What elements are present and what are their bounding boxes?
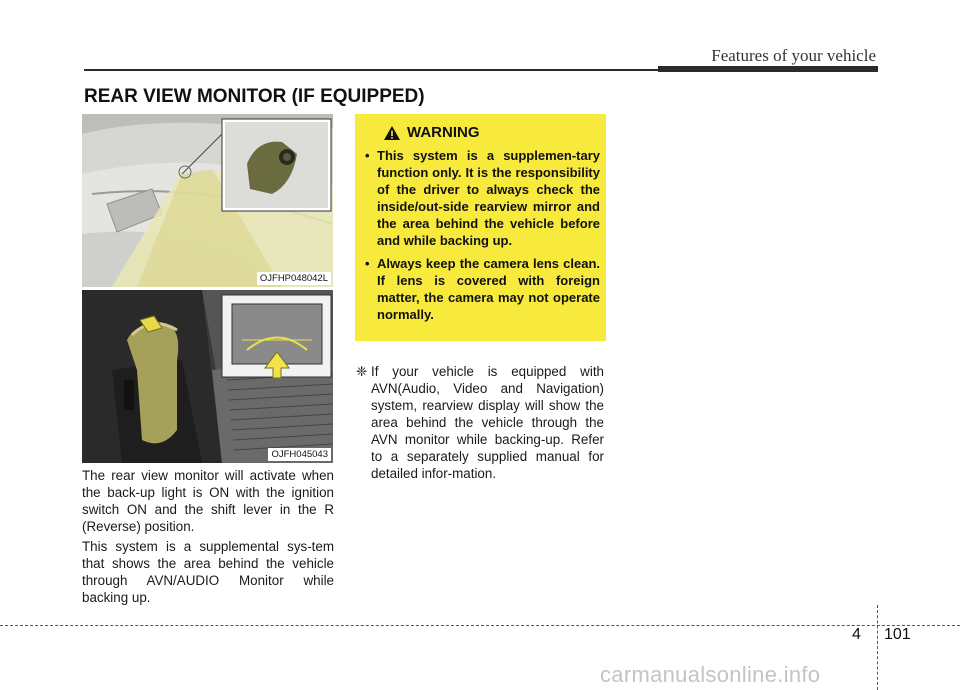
warning-item: • This system is a supplemen-tary function only. It is the responsibility of the driver to always check the inside/out-side rearview mirror and the area behind the vehicle before and while backing up. <box>365 148 600 248</box>
body-paragraph: The rear view monitor will activate when the back-up light is ON with the ignition switch ON and the shift lever in the R (Reverse) position. <box>82 468 334 534</box>
gear-shift-illustration <box>82 290 333 463</box>
note <box>356 363 604 482</box>
note-mark: ❈ <box>356 364 368 379</box>
footer-divider <box>877 605 878 690</box>
warning-title: WARNING <box>407 124 480 141</box>
warning-list <box>365 147 600 323</box>
footer-rule <box>0 625 960 626</box>
warning-item: • Always keep the camera lens clean. If lens is covered with foreign matter, the camera may not operate normally. <box>365 256 600 322</box>
figure-code: OJFH045043 <box>268 448 331 461</box>
warning-box <box>355 114 606 341</box>
header-title: Features of your vehicle <box>711 46 876 65</box>
note-text: If your vehicle is equipped with AVN(Audio, Video and Navigation) system, rearview display will show the area behind the vehicle through the AVN monitor while backing-up. Refer to a separately supplied manual for detailed infor-mation. <box>371 364 604 481</box>
chapter-number: 4 <box>852 626 861 643</box>
header-rule-accent <box>658 66 878 72</box>
rear-camera-illustration <box>82 114 333 287</box>
figure-code: OJFHP048042L <box>257 272 331 285</box>
warning-header <box>383 124 600 141</box>
gear-shift-figure <box>82 290 333 463</box>
page-number: 101 <box>884 626 911 643</box>
watermark: carmanualsonline.info <box>600 662 821 687</box>
rear-camera-figure <box>82 114 333 287</box>
body-paragraph: This system is a supplemental sys-tem that shows the area behind the vehicle through AVN/AUDIO Monitor while backing up. <box>82 539 334 605</box>
section-title: REAR VIEW MONITOR (IF EQUIPPED) <box>84 86 425 107</box>
warning-triangle-icon <box>383 125 401 141</box>
